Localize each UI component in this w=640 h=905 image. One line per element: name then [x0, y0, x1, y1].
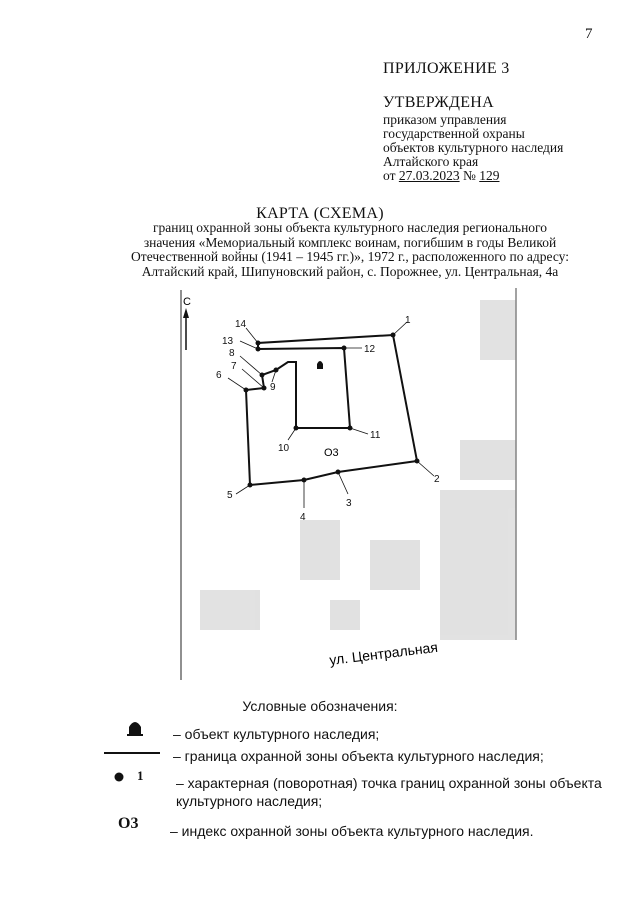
appendix-title: ПРИЛОЖЕНИЕ 3 [383, 60, 510, 77]
legend-monument-symbol [120, 718, 160, 738]
point-label: 4 [300, 512, 306, 523]
north-label: С [183, 296, 191, 308]
legend-zone-symbol: О3 [118, 815, 139, 832]
map-description-line: Отечественной войны (1941 – 1945 гг.)», 1972 г., расположенного по адресу: [131, 249, 569, 264]
zone-boundary [246, 335, 417, 485]
approval-line: приказом управления [383, 112, 507, 127]
map-description [100, 221, 600, 279]
legend-boundary-symbol [104, 748, 164, 758]
number-sign: № [462, 168, 476, 183]
legend-title: Условные обозначения: [242, 698, 398, 714]
point-marker-icon [115, 773, 124, 782]
date-prefix: от [383, 168, 396, 183]
point-label: 12 [364, 344, 376, 355]
approval-heading: УТВЕРЖДЕНА [383, 94, 495, 111]
point-label: 9 [270, 382, 276, 393]
point-label: 10 [278, 443, 290, 454]
point-labels [216, 315, 440, 523]
approval-line: объектов культурного наследия [383, 140, 564, 155]
approval-line: государственной охраны [383, 126, 525, 141]
point-label: 8 [229, 348, 235, 359]
point-label: 14 [235, 319, 247, 330]
legend-point-text-line1: – характерная (поворотная) точка границ охранной зоны объекта [176, 775, 602, 791]
zone-label: О3 [324, 447, 339, 459]
north-arrow [183, 308, 189, 350]
map-description-line: границ охранной зоны объекта культурного наследия регионального [152, 220, 548, 235]
map-description-line: Алтайский край, Шипуновский район, с. Порожнее, ул. Центральная, 4а [141, 263, 559, 279]
approval-line: Алтайского края [383, 154, 479, 169]
map-description-line: значения «Мемориальный комплекс воинам, погибшим в годы Великой [143, 234, 557, 250]
map-scheme [180, 285, 518, 685]
legend-point-text-line2: культурного наследия; [176, 793, 323, 809]
point-label: 11 [370, 430, 381, 441]
page-number: 7 [585, 26, 593, 42]
point-label: 1 [405, 315, 411, 326]
approval-date: 27.03.2023 [398, 168, 460, 183]
point-label: 7 [231, 361, 237, 372]
legend-point-symbol [113, 771, 125, 783]
legend-point-label: 1 [137, 768, 144, 783]
point-label: 6 [216, 370, 222, 381]
legend-zone-text: – индекс охранной зоны объекта культурного наследия. [170, 823, 534, 839]
point-label: 3 [346, 498, 352, 509]
legend-monument-text: – объект культурного наследия; [173, 726, 380, 742]
map-title: КАРТА (СХЕМА) [256, 205, 384, 222]
legend-boundary-text: – граница охранной зоны объекта культурного наследия; [173, 748, 544, 764]
monument-icon [317, 361, 323, 369]
approval-date-line [383, 169, 563, 183]
approval-number: 129 [479, 168, 500, 183]
street-label: ул. Центральная [328, 638, 439, 668]
point-label: 13 [222, 336, 234, 347]
point-label: 5 [227, 490, 233, 501]
monument-icon [129, 722, 141, 736]
approval-block [383, 113, 563, 183]
point-label: 2 [434, 474, 440, 485]
